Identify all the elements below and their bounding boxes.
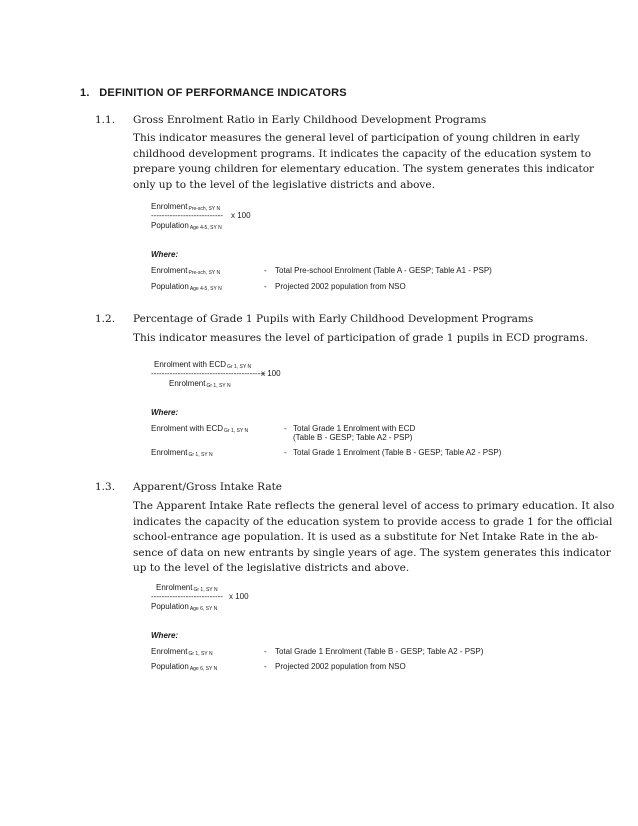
paragraph-line: childhood development programs. It indicates the capacity of the education system to — [133, 147, 592, 160]
where-2-dash-1: - — [284, 424, 287, 433]
where-term-sub: Gr 1, SY N — [188, 651, 213, 657]
formula-1-denominator-term: Population — [151, 221, 189, 230]
formula-3-divider — [151, 592, 223, 602]
where-term-sub: Gr 1, SY N — [188, 452, 213, 458]
where-2-term-1 — [151, 424, 248, 436]
where-1-term-2 — [151, 282, 222, 294]
fraction-bar: --------------------------- — [151, 592, 223, 601]
where-term-sub: Pre-sch, SY N — [188, 270, 221, 276]
paragraph-line: sence of data on new entrants by single years of age. The system generates this indicator — [133, 546, 611, 559]
where-1-term-1 — [151, 266, 220, 278]
section-1-number: 1.1. — [95, 114, 116, 126]
formula-1-denominator — [151, 221, 222, 233]
fraction-bar: --------------------------- — [151, 211, 223, 220]
where-term-sub: Age 4-5, SY N — [189, 286, 222, 292]
formula-2-denominator-sub: Gr 1, SY N — [206, 383, 231, 389]
formula-1-numerator-term: Enrolment — [151, 202, 188, 211]
where-2-term-2 — [151, 448, 213, 460]
paragraph-line: The Apparent Intake Rate reflects the general level of access to primary education. It also — [133, 500, 615, 512]
formula-2-multiplier: x 100 — [261, 369, 281, 378]
formula-3-denominator-sub: Age 6, SY N — [189, 606, 218, 612]
section-3-paragraph — [133, 499, 615, 577]
where-term: Population — [151, 282, 189, 291]
paragraph-line: school-entrance age population. It is used as a substitute for Net Intake Rate in the ab- — [133, 531, 599, 544]
formula-2-denominator-term: Enrolment — [169, 379, 206, 388]
where-term-sub: Age 6, SY N — [189, 666, 218, 672]
main-heading-number: 1. — [80, 87, 90, 99]
section-2-number: 1.2. — [95, 313, 116, 325]
where-1-dash-1: - — [264, 266, 267, 275]
section-2-title: Percentage of Grade 1 Pupils with Early Childhood Development Programs — [133, 313, 534, 325]
where-3-term-2 — [151, 662, 217, 674]
main-heading — [80, 87, 347, 99]
formula-2-divider — [151, 369, 266, 379]
paragraph-line: up to the level of the legislative districts and above. — [133, 562, 410, 575]
formula-3-numerator-sub: Gr 1, SY N — [193, 587, 218, 593]
paragraph-line: This indicator measures the level of participation of grade 1 pupils in ECD programs. — [133, 332, 589, 344]
formula-1-divider — [151, 211, 223, 221]
where-term: Population — [151, 662, 189, 671]
paragraph-line: only up to the level of the legislative districts and above. — [133, 178, 435, 191]
paragraph-line: This indicator measures the general level of participation of young children in early — [133, 132, 580, 144]
where-3-dash-2: - — [264, 662, 267, 671]
where-label-3: Where: — [151, 631, 179, 640]
formula-1-multiplier: x 100 — [231, 211, 251, 220]
where-3-dash-1: - — [264, 647, 267, 656]
where-2-desc-1-line-2: (Table B - GESP; Table A2 - PSP) — [293, 433, 413, 442]
section-3-title: Apparent/Gross Intake Rate — [133, 481, 283, 493]
main-heading-title: DEFINITION OF PERFORMANCE INDICATORS — [99, 87, 347, 99]
where-term: Enrolment — [151, 647, 188, 656]
paragraph-line: indicates the capacity of the education system to provide access to grade 1 for the official — [133, 515, 613, 528]
where-term: Enrolment — [151, 266, 188, 275]
formula-3-denominator-term: Population — [151, 602, 189, 611]
where-1-desc-1: Total Pre-school Enrolment (Table A - GESP; Table A1 - PSP) — [275, 266, 492, 275]
formula-3-denominator — [151, 602, 217, 614]
formula-1-numerator-sub: Pre-sch, SY N — [188, 206, 221, 212]
section-1-paragraph — [133, 131, 595, 193]
where-1-dash-2: - — [264, 282, 267, 291]
where-term: Enrolment with ECD — [151, 424, 224, 433]
formula-2-numerator-term: Enrolment with ECD — [154, 360, 227, 369]
where-term-sub: Gr 1, SY N — [224, 428, 249, 434]
where-3-desc-1: Total Grade 1 Enrolment (Table B - GESP; Table A2 - PSP) — [275, 647, 484, 656]
where-3-desc-2: Projected 2002 population from NSO — [275, 662, 406, 671]
formula-2-denominator — [169, 379, 231, 391]
formula-1-denominator-sub: Age 4-5, SY N — [189, 225, 222, 231]
fraction-bar: ------------------------------------------- — [151, 369, 266, 378]
where-2-desc-2: Total Grade 1 Enrolment (Table B - GESP; Table A2 - PSP) — [293, 448, 502, 457]
formula-2-numerator-sub: Gr 1, SY N — [227, 364, 252, 370]
where-1-desc-2: Projected 2002 population from NSO — [275, 282, 406, 291]
paragraph-line: prepare young children for elementary education. The system generates this indicator — [133, 163, 595, 176]
where-label-2: Where: — [151, 408, 179, 417]
where-2-dash-2: - — [284, 448, 287, 457]
section-1-title: Gross Enrolment Ratio in Early Childhood Development Programs — [133, 114, 487, 126]
where-3-term-1 — [151, 647, 213, 659]
formula-3-numerator-term: Enrolment — [156, 583, 193, 592]
section-3-number: 1.3. — [95, 481, 116, 493]
section-2-paragraph — [133, 331, 589, 347]
where-2-desc-1-line-1: Total Grade 1 Enrolment with ECD — [293, 424, 416, 433]
where-term: Enrolment — [151, 448, 188, 457]
where-label-1: Where: — [151, 250, 179, 259]
formula-3-multiplier: x 100 — [229, 592, 249, 601]
